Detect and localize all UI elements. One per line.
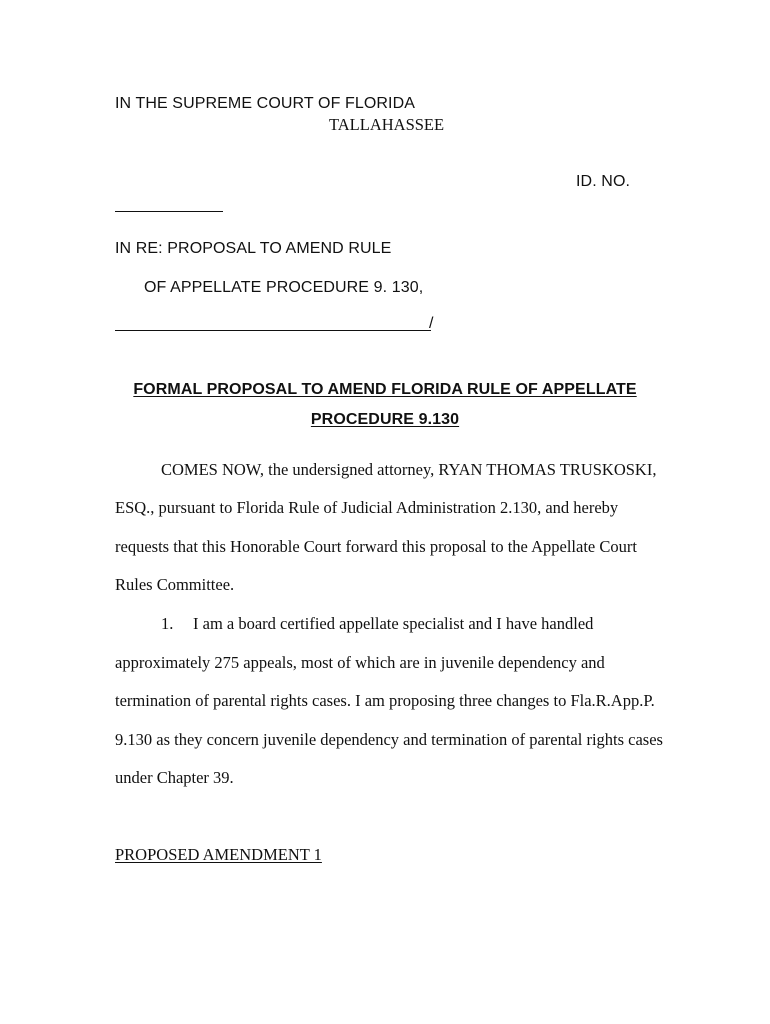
intro-line-3: requests that this Honorable Court forward this proposal to the Appellate Court: [115, 537, 637, 556]
section-heading: PROPOSED AMENDMENT 1: [115, 845, 322, 864]
item-1-line-3: termination of parental rights cases. I am proposing three changes to Fla.R.App.P.: [115, 691, 655, 710]
id-number-label: ID. NO.: [576, 173, 631, 190]
item-1-line-1: I am a board certified appellate specialist and I have handled: [193, 614, 594, 633]
item-1-line-5: under Chapter 39.: [115, 768, 234, 787]
court-name: IN THE SUPREME COURT OF FLORIDA: [115, 95, 416, 112]
caption-slash: /: [429, 315, 434, 332]
intro-line-2: ESQ., pursuant to Florida Rule of Judicial Administration 2.130, and hereby: [115, 498, 619, 517]
id-number-blank-line: [115, 211, 223, 212]
caption-rule: [115, 330, 431, 331]
court-city: TALLAHASSEE: [329, 115, 445, 134]
document-title-line-1: FORMAL PROPOSAL TO AMEND FLORIDA RULE OF APPELLATE: [133, 381, 637, 398]
caption-line-1: IN RE: PROPOSAL TO AMEND RULE: [115, 240, 392, 257]
item-1-line-4: 9.130 as they concern juvenile dependency and termination of parental rights cases: [115, 730, 663, 749]
item-1-line-2: approximately 275 appeals, most of which are in juvenile dependency and: [115, 653, 605, 672]
caption-line-2: OF APPELLATE PROCEDURE 9. 130,: [144, 279, 424, 296]
intro-line-1: COMES NOW, the undersigned attorney, RYAN THOMAS TRUSKOSKI,: [161, 460, 657, 479]
intro-line-4: Rules Committee.: [115, 575, 235, 594]
item-1-number: 1.: [161, 614, 174, 633]
document-title-line-2: PROCEDURE 9.130: [310, 411, 460, 428]
